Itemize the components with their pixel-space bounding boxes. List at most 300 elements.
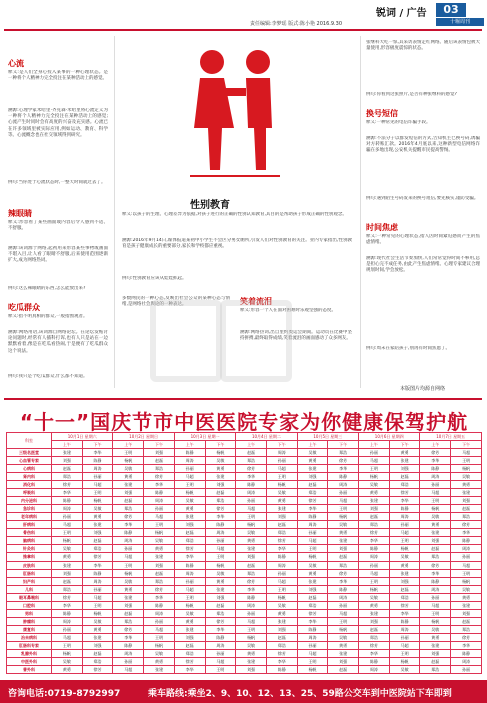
schedule-subheader-cell: 下午 — [144, 441, 175, 449]
para: 溯源:2016年9月14日,媒体报道某初中小学生不会区分男女厕所,引发人们对性别教育的关注。业内专家指出,性别教育是孩子健康成长的重要部分,家长和学校都应重视。 — [122, 238, 352, 250]
doctor-cell: 郑浩 — [389, 481, 420, 489]
doctor-cell: 张建 — [297, 577, 328, 585]
doctor-cell: 杨帆 — [52, 537, 83, 545]
doctor-cell: 李华 — [144, 481, 175, 489]
doctor-cell: 王明 — [297, 657, 328, 665]
doctor-cell: 赵磊 — [236, 561, 267, 569]
doctor-cell: 赵磊 — [266, 633, 297, 641]
doctor-cell: 李华 — [359, 649, 390, 657]
doctor-cell: 孙丽 — [389, 633, 420, 641]
doctor-cell: 吴敏 — [451, 473, 482, 481]
doctor-cell: 杨帆 — [144, 529, 175, 537]
table-row — [7, 449, 482, 457]
doctor-cell: 张建 — [389, 457, 420, 465]
doctor-cell: 刘强 — [420, 649, 451, 657]
doctor-cell: 李华 — [359, 537, 390, 545]
doctor-cell: 徐芳 — [389, 601, 420, 609]
table-row — [7, 497, 482, 505]
doctor-cell: 周涛 — [236, 601, 267, 609]
doctor-cell: 郑浩 — [266, 641, 297, 649]
doctor-cell: 马超 — [420, 489, 451, 497]
para: 溯源:网络用语,该词源自网络论坛。在论坛发帖讨论问题时,经常有人插科打诨,也有人只是站在一边默默看着,像是在吃瓜看热闹,于是便有了吃瓜群众这个说法。 — [8, 330, 108, 354]
table-row — [7, 561, 482, 569]
doctor-cell: 杨帆 — [82, 609, 113, 617]
doctor-cell: 马超 — [82, 481, 113, 489]
doctor-cell: 陈静 — [359, 545, 390, 553]
doctor-cell: 陈静 — [174, 449, 205, 457]
doctor-cell: 黄勇 — [144, 545, 175, 553]
doctor-cell: 杨帆 — [144, 641, 175, 649]
doctor-cell: 张建 — [113, 593, 144, 601]
doctor-cell: 李华 — [174, 665, 205, 673]
doctor-cell: 杨帆 — [205, 561, 236, 569]
doctor-cell: 张建 — [174, 625, 205, 633]
doctor-cell: 黄勇 — [174, 505, 205, 513]
doctor-cell: 李华 — [328, 465, 359, 473]
doctor-cell: 李华 — [205, 513, 236, 521]
doctor-cell: 李华 — [328, 577, 359, 585]
doctor-cell: 刘强 — [389, 577, 420, 585]
doctor-cell: 刘强 — [389, 465, 420, 473]
doctor-cell: 郑浩 — [328, 449, 359, 457]
doctor-cell: 刘强 — [420, 537, 451, 545]
doctor-cell: 王明 — [420, 609, 451, 617]
doctor-cell: 李华 — [236, 473, 267, 481]
heading-huanhao: 换号短信 — [366, 109, 398, 118]
doctor-cell: 王明 — [236, 625, 267, 633]
department-cell: 内分泌科 — [7, 497, 52, 505]
doctor-cell: 吴敏 — [144, 537, 175, 545]
table-row — [7, 489, 482, 497]
doctor-cell: 徐芳 — [113, 513, 144, 521]
doctor-cell: 郑浩 — [451, 625, 482, 633]
doctor-cell: 周涛 — [451, 545, 482, 553]
doctor-cell: 王明 — [174, 481, 205, 489]
doctor-cell: 刘强 — [205, 593, 236, 601]
doctor-cell: 张建 — [236, 657, 267, 665]
doctor-cell: 黄勇 — [420, 521, 451, 529]
doctor-cell: 刘强 — [52, 569, 83, 577]
department-cell: 针灸科 — [7, 545, 52, 553]
doctor-cell: 陈静 — [328, 585, 359, 593]
doctor-cell: 李华 — [297, 505, 328, 513]
doctor-cell: 孙丽 — [205, 649, 236, 657]
doctor-cell: 吴敏 — [451, 585, 482, 593]
doctor-cell: 马超 — [236, 617, 267, 625]
doctor-cell: 徐芳 — [174, 545, 205, 553]
doctor-cell: 刘强 — [236, 553, 267, 561]
doctor-cell: 王明 — [144, 633, 175, 641]
doctor-cell: 王明 — [297, 545, 328, 553]
department-cell: 肾内科 — [7, 473, 52, 481]
doctor-cell: 郑浩 — [205, 609, 236, 617]
department-cell: 儿科 — [7, 585, 52, 593]
doctor-cell: 王明 — [328, 617, 359, 625]
doctor-cell: 王明 — [113, 561, 144, 569]
doctor-cell: 周涛 — [113, 537, 144, 545]
doctor-cell: 周涛 — [82, 465, 113, 473]
doctor-cell: 黄勇 — [52, 665, 83, 673]
doctor-cell: 赵磊 — [113, 609, 144, 617]
doctor-cell: 周涛 — [451, 657, 482, 665]
doctor-cell: 杨帆 — [389, 657, 420, 665]
doctor-cell: 孙丽 — [266, 569, 297, 577]
department-cell: 老年病科 — [7, 513, 52, 521]
schedule-subheader-cell: 下午 — [389, 441, 420, 449]
table-row — [7, 481, 482, 489]
table-row — [7, 529, 482, 537]
doctor-cell: 王明 — [451, 569, 482, 577]
doctor-cell: 王明 — [144, 521, 175, 529]
doctor-cell: 张建 — [205, 473, 236, 481]
doctor-cell: 孙丽 — [451, 553, 482, 561]
schedule-header-cell: 10月5日 星期三 — [297, 433, 358, 441]
department-cell: 普外科 — [7, 665, 52, 673]
table-row — [7, 577, 482, 585]
doctor-cell: 李华 — [389, 497, 420, 505]
doctor-cell: 陈静 — [82, 569, 113, 577]
doctor-cell: 刘强 — [236, 665, 267, 673]
doctor-cell: 孙丽 — [82, 585, 113, 593]
para: 释义:是人们全身心投入某事的一种心理状态。是一种将个人精神力完全投注在某种活动上的感觉。 — [8, 70, 108, 82]
paper-name: 十堰周刊 — [436, 18, 484, 26]
doctor-cell: 陈静 — [420, 465, 451, 473]
doctor-cell: 马超 — [328, 497, 359, 505]
schedule-header-cell: 科室 — [7, 433, 52, 449]
doctor-cell: 孙丽 — [236, 497, 267, 505]
doctor-cell: 周涛 — [359, 665, 390, 673]
doctor-cell: 陈静 — [236, 481, 267, 489]
table-row — [7, 553, 482, 561]
doctor-cell: 杨帆 — [451, 577, 482, 585]
table-row — [7, 521, 482, 529]
doctor-cell: 张建 — [389, 569, 420, 577]
doctor-cell: 赵磊 — [389, 585, 420, 593]
doctor-cell: 李华 — [451, 641, 482, 649]
doctor-cell: 陈静 — [205, 521, 236, 529]
doctor-cell: 李华 — [52, 489, 83, 497]
doctor-cell: 马超 — [420, 601, 451, 609]
heading-xinliu: 心流 — [8, 59, 24, 68]
para: 溯源:现代社会生活节奏加快,人们常常觉得时间不够用,总是担心完不成任务,由此产生焦虑情绪。心理专家建议合理规划时间,学会放松。 — [366, 256, 480, 274]
doctor-cell: 徐芳 — [52, 481, 83, 489]
doctor-cell: 孙丽 — [328, 489, 359, 497]
doctor-cell: 赵磊 — [144, 457, 175, 465]
doctor-cell: 徐芳 — [420, 449, 451, 457]
doctor-cell: 吴敏 — [389, 553, 420, 561]
table-row — [7, 601, 482, 609]
doctor-cell: 孙丽 — [389, 521, 420, 529]
doctor-cell: 杨帆 — [359, 473, 390, 481]
doctor-cell: 陈静 — [266, 553, 297, 561]
doctor-cell: 徐芳 — [389, 489, 420, 497]
doctor-cell: 徐芳 — [236, 577, 267, 585]
doctor-cell: 王明 — [328, 505, 359, 513]
schedule-subheader-cell: 上午 — [297, 441, 328, 449]
doctor-cell: 赵磊 — [420, 657, 451, 665]
department-cell: 急诊科 — [7, 505, 52, 513]
department-cell: 康复科 — [7, 625, 52, 633]
department-cell: 治未病科 — [7, 633, 52, 641]
doctor-cell: 周涛 — [236, 489, 267, 497]
doctor-cell: 杨帆 — [174, 489, 205, 497]
col-divider — [360, 36, 361, 388]
doctor-cell: 周涛 — [297, 633, 328, 641]
doctor-cell: 郑浩 — [144, 465, 175, 473]
table-row — [7, 465, 482, 473]
para: 释义:形容一个人在面对困难时乐观坚强的态度。 — [240, 308, 337, 313]
doctor-cell: 孙丽 — [113, 545, 144, 553]
doctor-cell: 杨帆 — [236, 521, 267, 529]
doctor-cell: 李华 — [236, 585, 267, 593]
ad-title: “十一”国庆节市中医医院专家为你健康保驾护航 — [19, 410, 469, 434]
doctor-cell: 张建 — [52, 561, 83, 569]
doctor-cell: 马超 — [52, 633, 83, 641]
doctor-cell: 徐芳 — [266, 649, 297, 657]
department-cell: 肛肠科专家 — [7, 641, 52, 649]
doctor-cell: 刘强 — [451, 609, 482, 617]
doctor-cell: 徐芳 — [297, 609, 328, 617]
schedule-header-cell: 10月6日 星期四 — [359, 433, 420, 441]
doctor-cell: 黄勇 — [113, 473, 144, 481]
table-row — [7, 457, 482, 465]
heading-layanjing: 辣眼睛 — [8, 209, 32, 218]
doctor-cell: 刘强 — [174, 633, 205, 641]
doctor-cell: 杨帆 — [420, 617, 451, 625]
doctor-cell: 杨帆 — [52, 649, 83, 657]
table-row — [7, 537, 482, 545]
doctor-cell: 张建 — [451, 489, 482, 497]
doctor-cell: 赵磊 — [359, 625, 390, 633]
doctor-cell: 周涛 — [266, 561, 297, 569]
doctor-cell: 徐芳 — [144, 473, 175, 481]
doctor-cell: 郑浩 — [52, 473, 83, 481]
department-cell: 肛肠科 — [7, 569, 52, 577]
doctor-cell: 周涛 — [52, 505, 83, 513]
doctor-cell: 吴敏 — [52, 657, 83, 665]
doctor-cell: 周涛 — [205, 529, 236, 537]
doctor-cell: 杨帆 — [297, 665, 328, 673]
doctor-cell: 刘强 — [266, 625, 297, 633]
doctor-cell: 马超 — [205, 657, 236, 665]
doctor-cell: 黄勇 — [236, 537, 267, 545]
doctor-cell: 孙丽 — [205, 537, 236, 545]
doctor-cell: 马超 — [451, 561, 482, 569]
doctor-cell: 周涛 — [328, 593, 359, 601]
doctor-cell: 马超 — [359, 457, 390, 465]
department-cell: 心血管专家 — [7, 457, 52, 465]
doctor-cell: 吴敏 — [205, 457, 236, 465]
schedule-header-cell: 10月2日 星期日 — [113, 433, 174, 441]
para: 释义:一种常见的心理状态,指人因时间紧迫感而产生的焦虑情绪。 — [366, 234, 480, 246]
para: 溯源:网络热词,出自里约奥运会期间。运动员在比赛中坚持拼搏,最终取得成绩,笑着流泪的画面感动了众多网友。 — [240, 330, 352, 342]
doctor-cell: 李华 — [451, 529, 482, 537]
doctor-cell: 陈静 — [52, 609, 83, 617]
editor-meta: 责任编辑:李梦瑶 版式:陈小艳 2016.9.30 — [250, 21, 342, 27]
doctor-cell: 吴敏 — [144, 649, 175, 657]
doctor-cell: 孙丽 — [144, 505, 175, 513]
doctor-cell: 黄勇 — [236, 649, 267, 657]
doctor-cell: 杨帆 — [359, 585, 390, 593]
doctor-cell: 马超 — [144, 513, 175, 521]
doctor-cell: 刘强 — [144, 561, 175, 569]
doctor-cell: 赵磊 — [82, 649, 113, 657]
doctor-cell: 周涛 — [174, 569, 205, 577]
page-number: 03 — [436, 3, 466, 17]
doctor-cell: 张建 — [297, 465, 328, 473]
doctor-cell: 陈静 — [266, 665, 297, 673]
watermark — [220, 300, 292, 382]
doctor-cell: 黄勇 — [82, 513, 113, 521]
gender-illustration — [150, 40, 320, 180]
doctor-cell: 郑浩 — [420, 553, 451, 561]
doctor-cell: 孙丽 — [359, 561, 390, 569]
doctor-cell: 孙丽 — [420, 481, 451, 489]
doctor-cell: 陈静 — [52, 497, 83, 505]
heading-shijian: 时间焦虑 — [366, 223, 398, 232]
doctor-cell: 马超 — [297, 537, 328, 545]
doctor-cell: 李华 — [113, 633, 144, 641]
doctor-cell: 周涛 — [113, 649, 144, 657]
doctor-cell: 黄勇 — [389, 449, 420, 457]
table-row — [7, 505, 482, 513]
doctor-cell: 赵磊 — [113, 497, 144, 505]
table-row — [7, 545, 482, 553]
doctor-cell: 杨帆 — [420, 505, 451, 513]
doctor-cell: 张建 — [359, 497, 390, 505]
doctor-cell: 黄勇 — [359, 601, 390, 609]
doctor-cell: 王明 — [451, 457, 482, 465]
schedule-subheader-cell: 上午 — [52, 441, 83, 449]
doctor-cell: 马超 — [236, 505, 267, 513]
doctor-cell: 孙丽 — [82, 473, 113, 481]
doctor-cell: 吴敏 — [82, 617, 113, 625]
ad-rule — [4, 398, 482, 400]
doctor-cell: 刘强 — [52, 457, 83, 465]
doctor-cell: 刘强 — [174, 521, 205, 529]
para: 例句:我只是个吃瓜群众,什么都不知道。 — [8, 374, 88, 379]
para: 张继科大吃一惊,其采访表情走红网络。随后该表情包被大量使用,形容极度震惊的状态。 — [366, 40, 480, 52]
para: 例句:你看到这张照片,是否有种张继科的感觉? — [366, 92, 457, 97]
doctor-cell: 吴敏 — [82, 505, 113, 513]
bus-route: 乘车路线:乘坐2、9、10、12、13、25、59路公交车到中医院站下车即到 — [148, 689, 452, 699]
doctor-cell: 黄勇 — [297, 457, 328, 465]
table-row — [7, 569, 482, 577]
doctor-cell: 刘强 — [359, 505, 390, 513]
para: 例句:性别教育应该从娃娃抓起。 — [122, 276, 187, 281]
doctor-cell: 张建 — [420, 641, 451, 649]
department-cell: 男科 — [7, 609, 52, 617]
doctor-cell: 周涛 — [82, 577, 113, 585]
doctor-cell: 张建 — [328, 537, 359, 545]
doctor-cell: 王明 — [359, 577, 390, 585]
doctor-cell: 张建 — [82, 521, 113, 529]
doctor-cell: 郑浩 — [205, 497, 236, 505]
doctor-cell: 陈静 — [113, 529, 144, 537]
doctor-cell: 张建 — [113, 481, 144, 489]
doctor-cell: 陈静 — [451, 649, 482, 657]
doctor-cell: 李华 — [174, 553, 205, 561]
department-cell: 脑病科 — [7, 537, 52, 545]
table-row — [7, 617, 482, 625]
doctor-cell: 马超 — [82, 593, 113, 601]
schedule-header-cell: 10月4日 星期二 — [236, 433, 297, 441]
doctor-cell: 陈静 — [328, 473, 359, 481]
doctor-cell: 周涛 — [359, 553, 390, 561]
department-cell: 骨伤科 — [7, 529, 52, 537]
doctor-cell: 张建 — [52, 449, 83, 457]
doctor-cell: 郑浩 — [451, 513, 482, 521]
doctor-cell: 吴敏 — [236, 529, 267, 537]
doctor-cell: 李华 — [389, 609, 420, 617]
doctor-cell: 郑浩 — [266, 529, 297, 537]
watermark — [150, 300, 222, 382]
doctor-cell: 吴敏 — [266, 601, 297, 609]
doctor-cell: 李华 — [82, 449, 113, 457]
doctor-cell: 李华 — [205, 625, 236, 633]
doctor-cell: 陈静 — [297, 625, 328, 633]
para: 例句:这么辣眼睛的东西,怎么能放出来? — [8, 286, 86, 291]
doctor-cell: 吴敏 — [359, 593, 390, 601]
doctor-cell: 赵磊 — [297, 481, 328, 489]
doctor-cell: 赵磊 — [174, 529, 205, 537]
doctor-cell: 黄勇 — [266, 497, 297, 505]
schedule-header-cell: 10月3日 星期一 — [174, 433, 235, 441]
doctor-cell: 张建 — [144, 665, 175, 673]
department-cell: 肿瘤科 — [7, 617, 52, 625]
doctor-cell: 孙丽 — [420, 593, 451, 601]
table-row — [7, 649, 482, 657]
table-row — [7, 593, 482, 601]
doctor-cell: 赵磊 — [266, 521, 297, 529]
header-rule — [4, 29, 482, 31]
doctor-cell: 吴敏 — [266, 489, 297, 497]
department-cell: 推拿科 — [7, 553, 52, 561]
para: 释义:一种常见的电信诈骗手段。 — [366, 120, 431, 125]
doctor-cell: 刘强 — [82, 529, 113, 537]
doctor-cell: 孙丽 — [297, 529, 328, 537]
doctor-cell: 郑浩 — [420, 665, 451, 673]
table-row — [7, 609, 482, 617]
schedule-header-cell: 10月1日 星期六 — [52, 433, 113, 441]
doctor-cell: 张建 — [236, 545, 267, 553]
doctor-cell: 杨帆 — [205, 449, 236, 457]
doctor-cell: 赵磊 — [82, 537, 113, 545]
doctor-cell: 张建 — [205, 585, 236, 593]
department-cell: 消化科 — [7, 481, 52, 489]
doctor-cell: 孙丽 — [52, 625, 83, 633]
doctor-cell: 吴敏 — [328, 633, 359, 641]
department-cell: 皮肤科 — [7, 561, 52, 569]
doctor-cell: 王明 — [205, 553, 236, 561]
table-row — [7, 641, 482, 649]
doctor-cell: 吴敏 — [420, 513, 451, 521]
table-row — [7, 473, 482, 481]
doctor-cell: 陈静 — [113, 641, 144, 649]
doctor-cell: 周涛 — [52, 617, 83, 625]
doctor-cell: 马超 — [328, 609, 359, 617]
doctor-cell: 赵磊 — [420, 545, 451, 553]
doctor-cell: 黄勇 — [328, 529, 359, 537]
doctor-cell: 杨帆 — [266, 481, 297, 489]
doctor-cell: 黄勇 — [389, 561, 420, 569]
doctor-cell: 刘强 — [328, 545, 359, 553]
doctor-cell: 王明 — [82, 489, 113, 497]
doctor-cell: 刘强 — [328, 657, 359, 665]
doctor-cell: 徐芳 — [82, 665, 113, 673]
doctor-cell: 张建 — [144, 553, 175, 561]
doctor-cell: 黄勇 — [174, 617, 205, 625]
